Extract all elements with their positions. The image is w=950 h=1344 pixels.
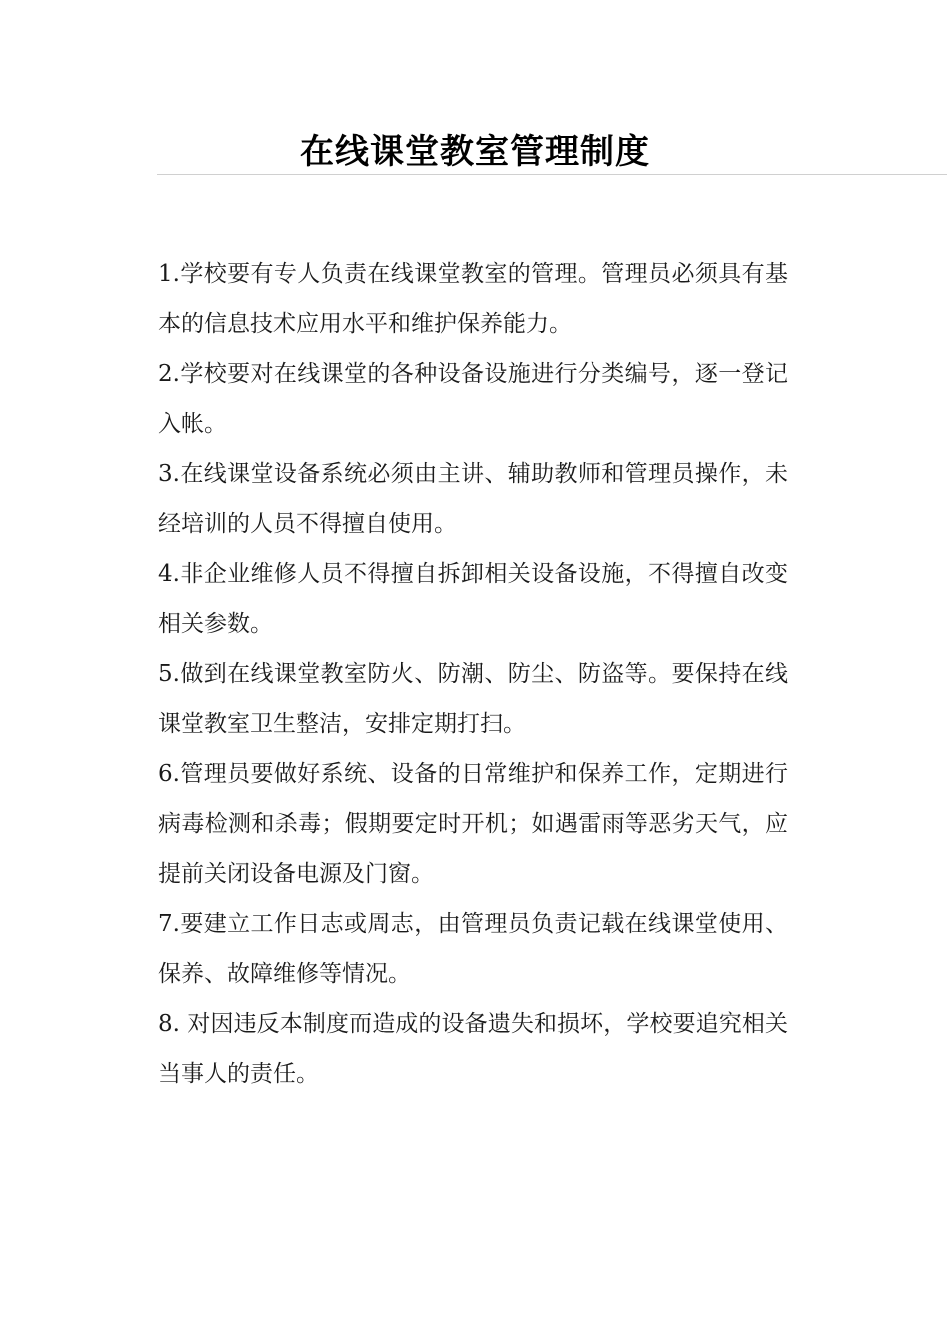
rule-item-5: 5.做到在线课堂教室防火、防潮、防尘、防盗等。要保持在线课堂教室卫生整洁，安排定期打扫。 — [158, 661, 788, 737]
rule-item-8: 8. 对因违反本制度而造成的设备遗失和损坏，学校要追究相关当事人的责任。 — [158, 1011, 788, 1087]
document-body — [158, 249, 788, 1099]
rule-item-2: 2.学校要对在线课堂的各种设备设施进行分类编号，逐一登记入帐。 — [158, 361, 788, 437]
document-title: 在线课堂教室管理制度 — [300, 132, 650, 172]
rule-item-6: 6.管理员要做好系统、设备的日常维护和保养工作，定期进行病毒检测和杀毒；假期要定时开机；如遇雷雨等恶劣天气，应提前关闭设备电源及门窗。 — [158, 761, 788, 887]
title-divider — [157, 174, 947, 175]
rule-item-3: 3.在线课堂设备系统必须由主讲、辅助教师和管理员操作，未经培训的人员不得擅自使用。 — [158, 461, 788, 537]
rule-item-1: 1.学校要有专人负责在线课堂教室的管理。管理员必须具有基本的信息技术应用水平和维护保养能力。 — [158, 261, 788, 337]
rule-item-4: 4.非企业维修人员不得擅自拆卸相关设备设施，不得擅自改变相关参数。 — [158, 561, 788, 637]
rule-item-7: 7.要建立工作日志或周志，由管理员负责记载在线课堂使用、保养、故障维修等情况。 — [158, 911, 788, 987]
